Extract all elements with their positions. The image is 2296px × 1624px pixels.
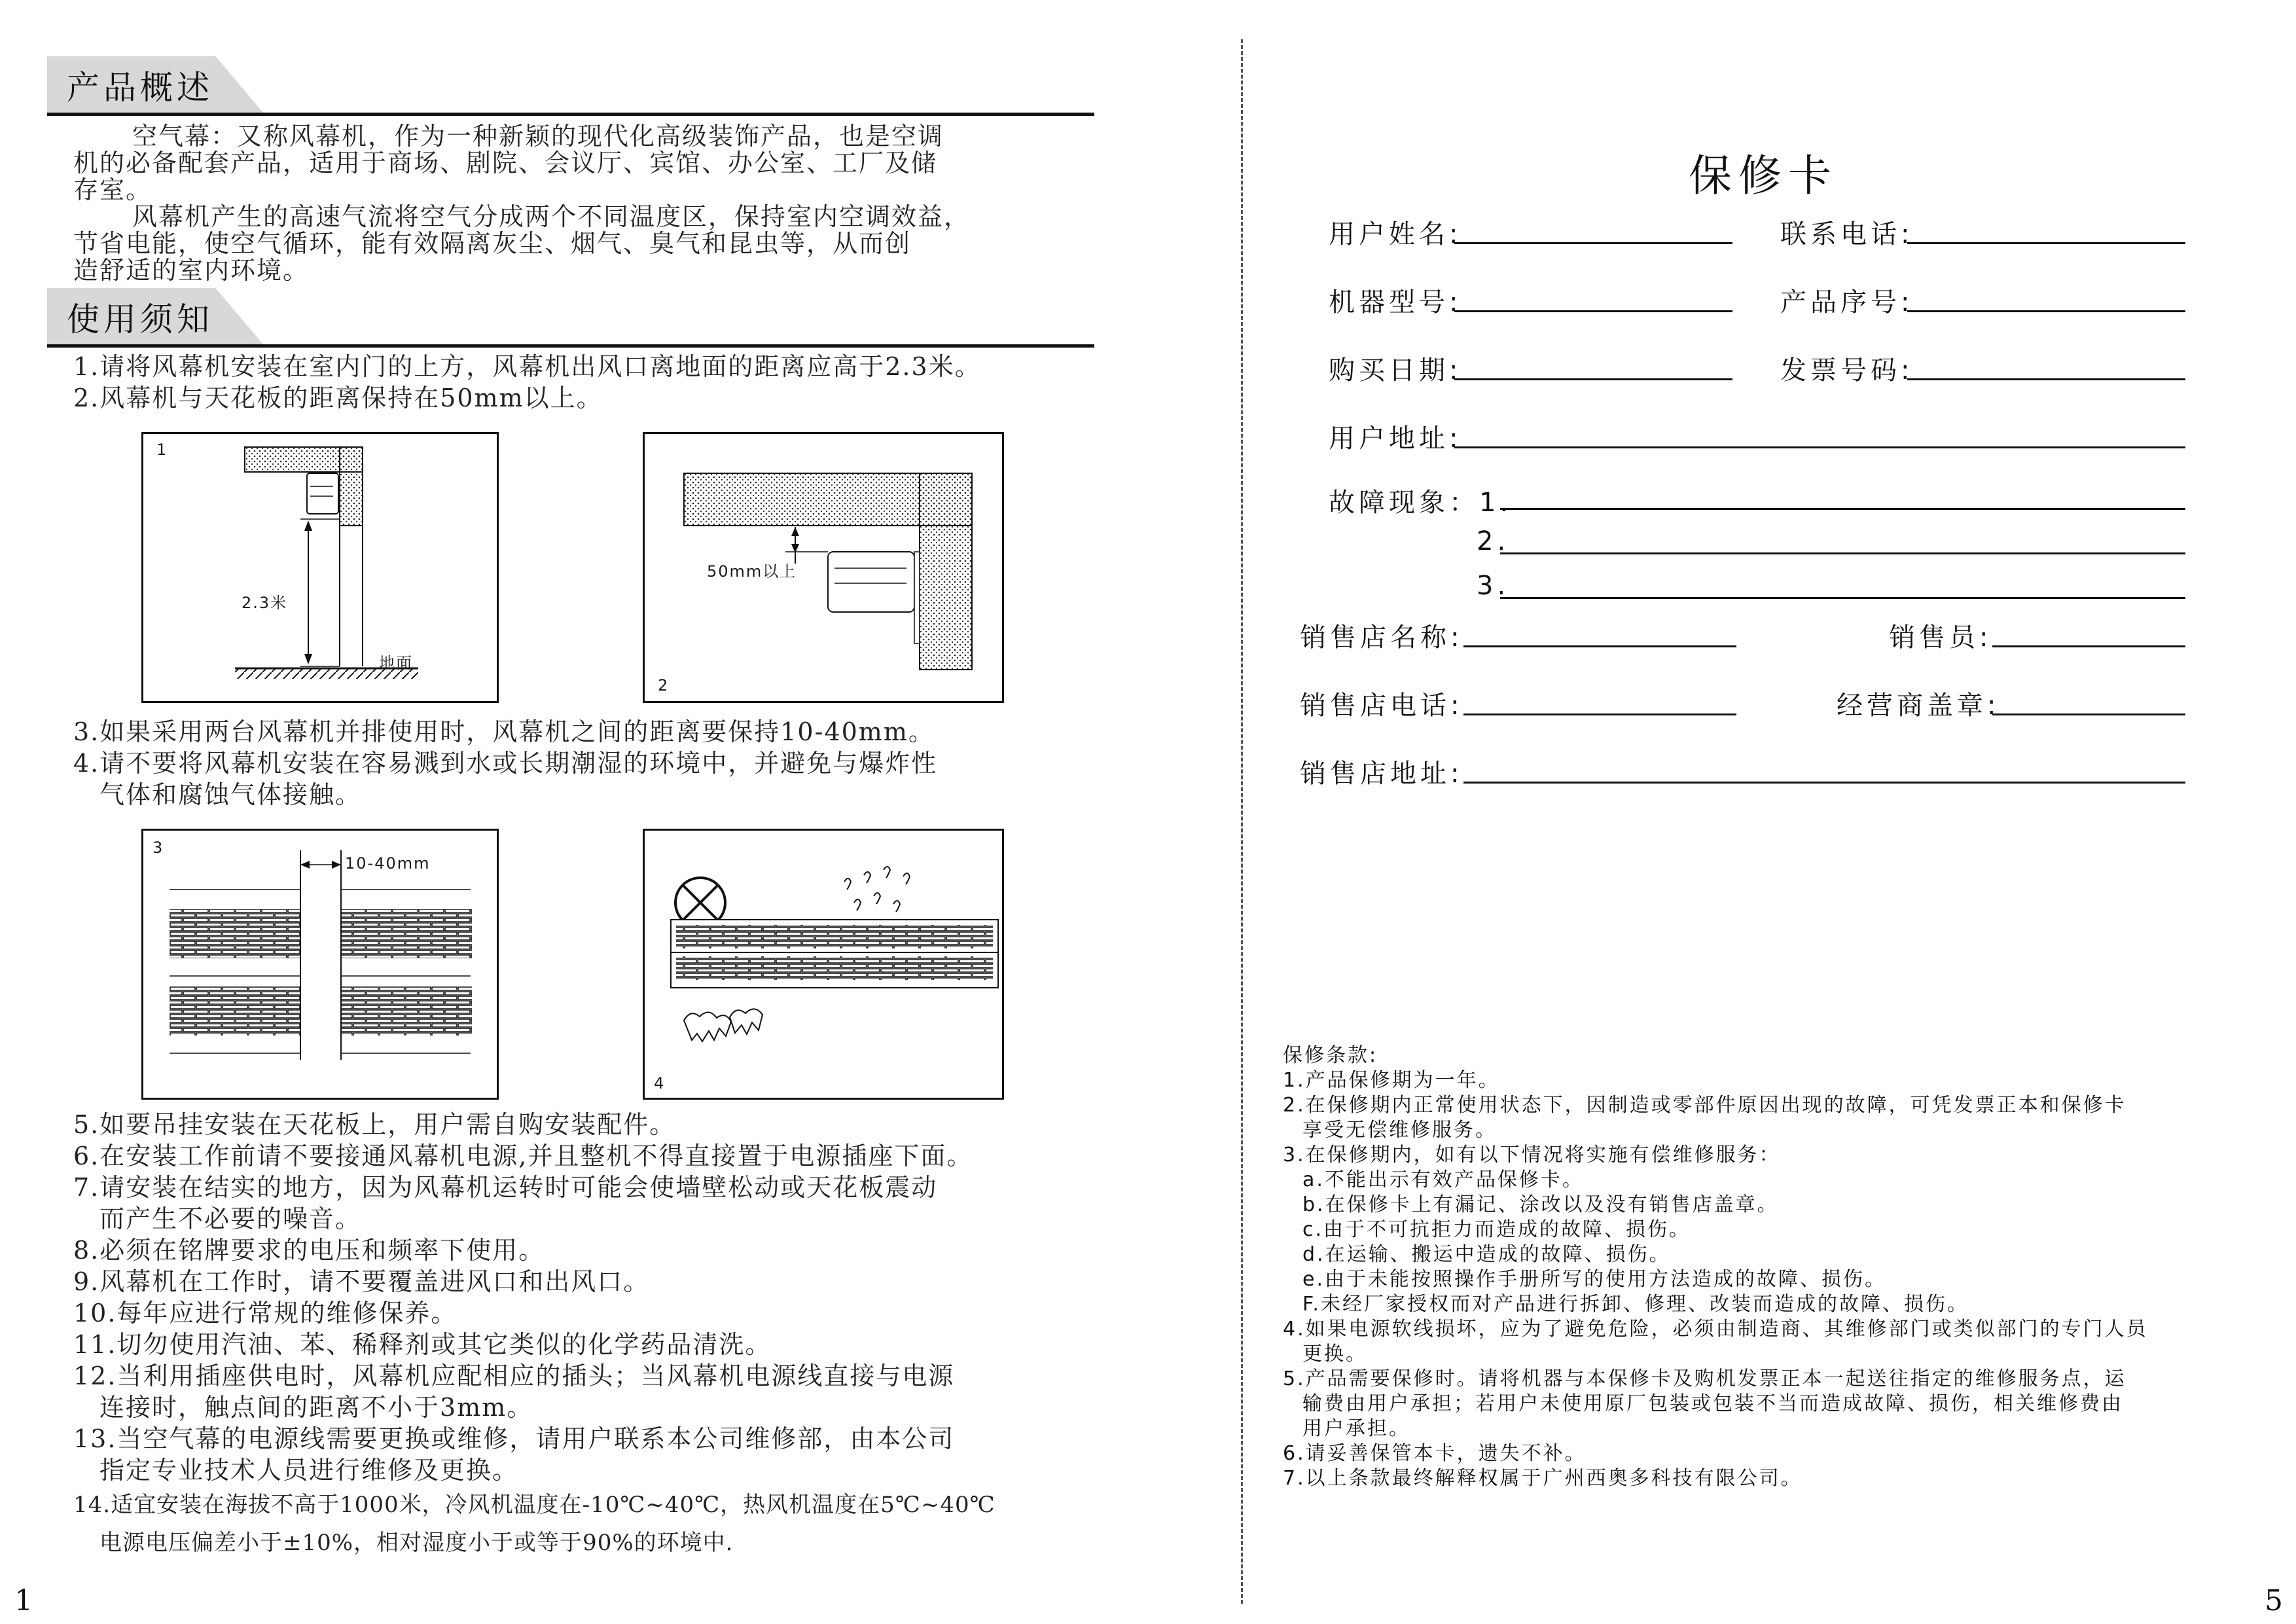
text-line: 造舒适的室内环境。 — [73, 256, 310, 285]
terms-line: 4.如果电源软线损坏，应为了避免危险，必须由制造商、其维修部门或类似部门的专门人员 — [1283, 1318, 2148, 1341]
field-line-model — [1454, 310, 1732, 312]
figure-number: 1 — [156, 441, 167, 459]
instruction-item: 7.请安装在结实的地方，因为风幕机运转时可能会使墙壁松动或天花板震动 — [73, 1173, 938, 1202]
instruction-item: 8.必须在铭牌要求的电压和频率下使用。 — [73, 1236, 545, 1265]
figure-2-ceiling-gap — [643, 432, 1004, 703]
terms-line: 用户承担。 — [1302, 1417, 1410, 1440]
field-line-address — [1454, 446, 2185, 448]
instruction-item: 13.当空气幕的电源线需要更换或维修，请用户联系本公司维修部，由本公司 — [73, 1424, 955, 1453]
instruction-item: 12.当利用插座供电时，风幕机应配相应的插头；当风幕机电源线直接与电源 — [73, 1362, 955, 1390]
field-label-fault-3: 3. — [1477, 571, 1510, 601]
instruction-item: 而产生不必要的噪音。 — [99, 1204, 362, 1233]
terms-line: 7.以上条款最终解释权属于广州西奥多科技有限公司。 — [1283, 1467, 1803, 1490]
floor-label: 地面 — [379, 654, 413, 672]
instruction-item: 指定专业技术人员进行维修及更换。 — [99, 1456, 519, 1485]
figure-2-drawing — [645, 434, 1002, 701]
instruction-item: 电源电压偏差小于±10%，相对湿度小于或等于90%的环境中. — [99, 1530, 734, 1556]
terms-line: e.由于未能按照操作手册所写的使用方法造成的故障、损伤。 — [1302, 1268, 1886, 1291]
figure-number: 3 — [152, 839, 163, 857]
page-number-left: 1 — [14, 1584, 33, 1617]
field-line-salesperson — [1992, 645, 2185, 647]
instruction-item: 连接时，触点间的距离不小于3mm。 — [99, 1393, 533, 1422]
instruction-item: 3.如果采用两台风幕机并排使用时，风幕机之间的距离要保持10-40mm。 — [73, 717, 935, 746]
terms-line: b.在保修卡上有漏记、涂改以及没有销售店盖章。 — [1302, 1193, 1779, 1216]
height-label: 2.3米 — [242, 594, 288, 612]
fold-divider — [1241, 39, 1243, 1604]
field-label-fault-2: 2. — [1477, 526, 1510, 556]
field-line-store-name — [1463, 645, 1736, 647]
field-label-serial: 产品序号: — [1780, 287, 1914, 317]
text-line: 节省电能，使空气循环，能有效隔离灰尘、烟气、臭气和昆虫等，从而创 — [73, 229, 912, 258]
terms-line: a.不能出示有效产品保修卡。 — [1302, 1168, 1584, 1191]
field-label-dealer-seal: 经营商盖章: — [1837, 691, 2000, 721]
figure-3-side-by-side — [141, 829, 499, 1100]
field-label-fault: 故障现象：1. — [1329, 488, 1513, 518]
field-label-store-phone: 销售店电话: — [1300, 691, 1463, 721]
overview-paragraph-1 — [73, 123, 944, 204]
figure-number: 2 — [658, 676, 668, 695]
text-line: 空气幕：又称风幕机，作为一种新颖的现代化高级装饰产品，也是空调 — [132, 122, 944, 151]
field-label-invoice-no: 发票号码: — [1780, 355, 1914, 386]
figure-3-drawing — [143, 831, 497, 1098]
field-label-user-name: 用户姓名: — [1329, 219, 1462, 249]
instruction-item: 4.请不要将风幕机安装在容易溅到水或长期潮湿的环境中，并避免与爆炸性 — [73, 749, 938, 778]
figure-1-install-height — [141, 432, 499, 703]
field-line-user-name — [1454, 242, 1732, 244]
field-label-address: 用户地址: — [1329, 424, 1462, 454]
text-line: 存室。 — [73, 175, 152, 204]
section-header-overview — [47, 56, 1094, 117]
terms-line: c.由于不可抗拒力而造成的故障、损伤。 — [1302, 1218, 1691, 1241]
terms-line: 3.在保修期内，如有以下情况将实施有偿维修服务： — [1283, 1144, 1781, 1166]
instruction-list-a — [73, 351, 981, 414]
field-line-invoice-no — [1907, 378, 2185, 380]
terms-line: 更换。 — [1302, 1343, 1367, 1365]
field-line-fault-1 — [1500, 508, 2185, 510]
field-line-dealer-seal — [1992, 713, 2185, 715]
terms-line: 输费由用户承担；若用户未使用原厂包装或包装不当而造成故障、损伤，相关维修费由 — [1302, 1392, 2123, 1415]
field-line-contact-phone — [1907, 242, 2185, 244]
field-label-store-address: 销售店地址: — [1300, 759, 1463, 789]
figure-1-drawing — [143, 434, 497, 701]
instruction-item: 14.适宜安装在海拔不高于1000米，冷风机温度在-10℃~40℃，热风机温度在5℃~40℃ — [73, 1492, 996, 1518]
terms-line: 享受无偿维修服务。 — [1302, 1119, 1497, 1142]
field-line-fault-3 — [1500, 597, 2185, 599]
instruction-item: 9.风幕机在工作时，请不要覆盖进风口和出风口。 — [73, 1267, 650, 1296]
figure-number: 4 — [654, 1074, 664, 1092]
instruction-list-b — [73, 716, 937, 810]
instruction-item: 2.风幕机与天花板的距离保持在50mm以上。 — [73, 384, 603, 412]
field-line-fault-2 — [1500, 552, 2185, 554]
terms-line: 1.产品保修期为一年。 — [1283, 1069, 1500, 1092]
field-label-model: 机器型号: — [1329, 287, 1462, 317]
text-line: 机的必备配套产品，适用于商场、剧院、会议厅、宾馆、办公室、工厂及储 — [73, 149, 938, 177]
instruction-item: 11.切勿使用汽油、苯、稀释剂或其它类似的化学药品清洗。 — [73, 1330, 772, 1359]
terms-line: 2.在保修期内正常使用状态下，因制造或零部件原因出现的故障，可凭发票正本和保修卡 — [1283, 1094, 2126, 1117]
terms-line: 5.产品需要保修时。请将机器与本保修卡及购机发票正本一起送往指定的维修服务点，运 — [1283, 1367, 2126, 1390]
overview-paragraph-2 — [73, 204, 970, 284]
section-title: 使用须知 — [67, 300, 213, 338]
field-label-purchase-date: 购买日期: — [1329, 355, 1462, 386]
instruction-list-c — [73, 1109, 996, 1562]
section-rule — [47, 344, 1094, 348]
warranty-terms — [1283, 1043, 2148, 1491]
text-line: 风幕机产生的高速气流将空气分成两个不同温度区，保持室内空调效益， — [132, 202, 971, 231]
gap-label: 50mm以上 — [707, 562, 797, 581]
section-header-instructions — [47, 288, 1094, 348]
warranty-card-title: 保修卡 — [1689, 151, 1838, 201]
field-label-store-name: 销售店名称: — [1300, 623, 1463, 653]
field-label-salesperson: 销售员: — [1889, 623, 1992, 653]
field-label-contact-phone: 联系电话: — [1780, 219, 1914, 249]
terms-line: 6.请妥善保管本卡，遗失不补。 — [1283, 1442, 1587, 1465]
figure-4-no-moisture — [643, 829, 1004, 1100]
terms-line: d.在运输、搬运中造成的故障、损伤。 — [1302, 1243, 1671, 1266]
figure-4-drawing — [645, 831, 1002, 1098]
page-number-right: 5 — [2265, 1584, 2283, 1617]
spacing-label: 10-40mm — [345, 854, 431, 873]
instruction-item: 气体和腐蚀气体接触。 — [99, 780, 362, 809]
section-rule — [47, 113, 1094, 116]
field-line-purchase-date — [1454, 378, 1732, 380]
section-title: 产品概述 — [67, 69, 213, 107]
field-line-store-phone — [1463, 713, 1736, 715]
terms-heading: 保修条款: — [1283, 1044, 1378, 1067]
field-line-store-address — [1463, 782, 2185, 784]
instruction-item: 1.请将风幕机安装在室内门的上方，风幕机出风口离地面的距离应高于2.3米。 — [73, 352, 981, 381]
instruction-item: 6.在安装工作前请不要接通风幕机电源,并且整机不得直接置于电源插座下面。 — [73, 1142, 973, 1170]
field-line-serial — [1907, 310, 2185, 312]
terms-line: F.未经厂家授权而对产品进行拆卸、修理、改装而造成的故障、损伤。 — [1302, 1293, 1969, 1316]
instruction-item: 10.每年应进行常规的维修保养。 — [73, 1299, 457, 1327]
instruction-item: 5.如要吊挂安装在天花板上，用户需自购安装配件。 — [73, 1110, 676, 1139]
